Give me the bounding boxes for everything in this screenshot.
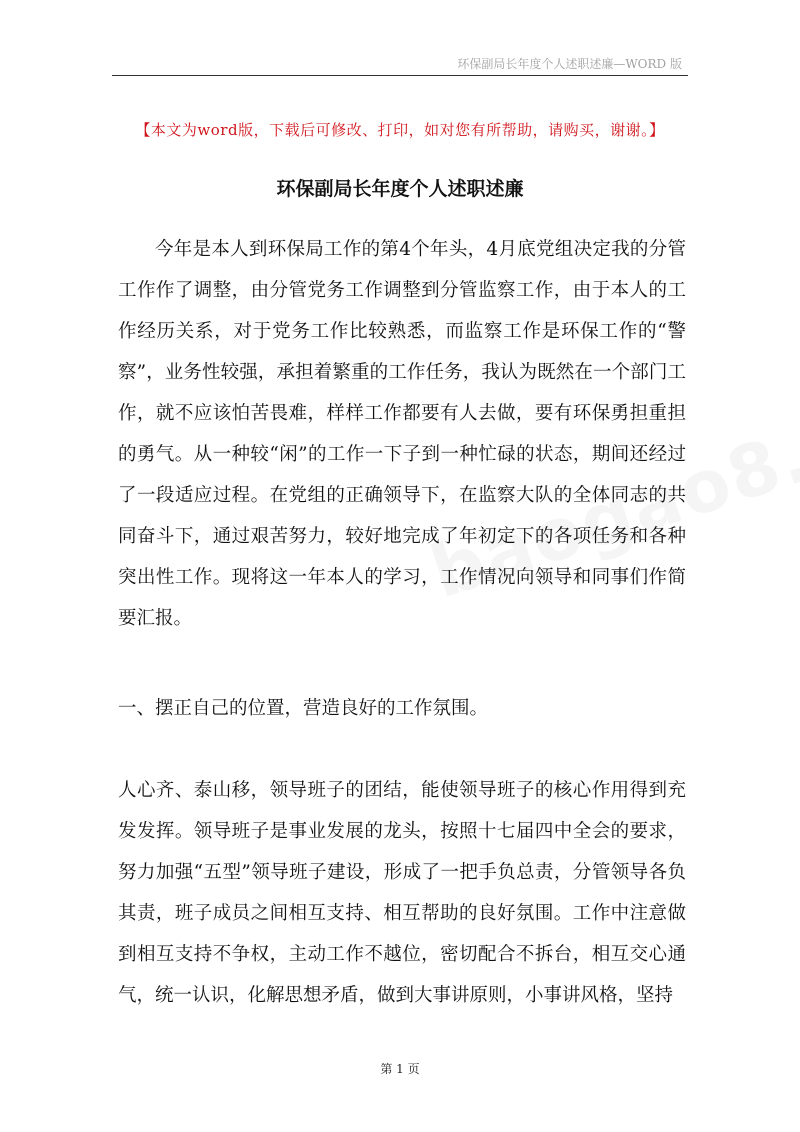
document-title: 环保副局长年度个人述职述廉 — [276, 178, 524, 200]
section-1-paragraph: 人心齐、泰山移，领导班子的团结，能使领导班子的核心作用得到充发发挥。领导班子是事业发展的龙头，按照十七届四中全会的要求，努力加强“五型”领导班子建设，形成了一把手负总责，分管领导各负其责，班子成员之间相互支持、相互帮助的良好氛围。工作中注意做到相互支持不争权，主动工作不越位，密切配合不拆台，相互交心通气，统一认识，化解思想矛盾，做到大事讲原则，小事讲风格，坚持 — [118, 780, 686, 1006]
header-rule — [112, 75, 688, 76]
running-header: 环保副局长年度个人述职述廉—WORD 版 — [457, 57, 682, 71]
intro-paragraph: 今年是本人到环保局工作的第4个年头，4月底党组决定我的分管工作作了调整，由分管党务工作调整到分管监察工作，由于本人的工作经历关系，对于党务工作比较熟悉，而监察工作是环保工作的“警察”，业务性较强，承担着繁重的工作任务，我认为既然在一个部门工作，就不应该怕苦畏难，样样工作都要有人去做，要有环保勇担重担的勇气。从一种较“闲”的工作一下子到一种忙碌的状态，期间还经过了一段适应过程。在党组的正确领导下，在监察大队的全体同志的共同奋斗下，通过艰苦努力，较好地完成了年初定下的各项任务和各种突出性工作。现将这一年本人的学习，工作情况向领导和同事们作简要汇报。 — [118, 239, 686, 629]
page-number: 第 1 页 — [380, 1062, 420, 1076]
section-heading-1: 一、摆正自己的位置，营造良好的工作氛围。 — [118, 698, 489, 719]
purchase-notice: 【本文为word版，下载后可修改、打印，如对您有所帮助，请购买，谢谢。】 — [135, 121, 665, 139]
